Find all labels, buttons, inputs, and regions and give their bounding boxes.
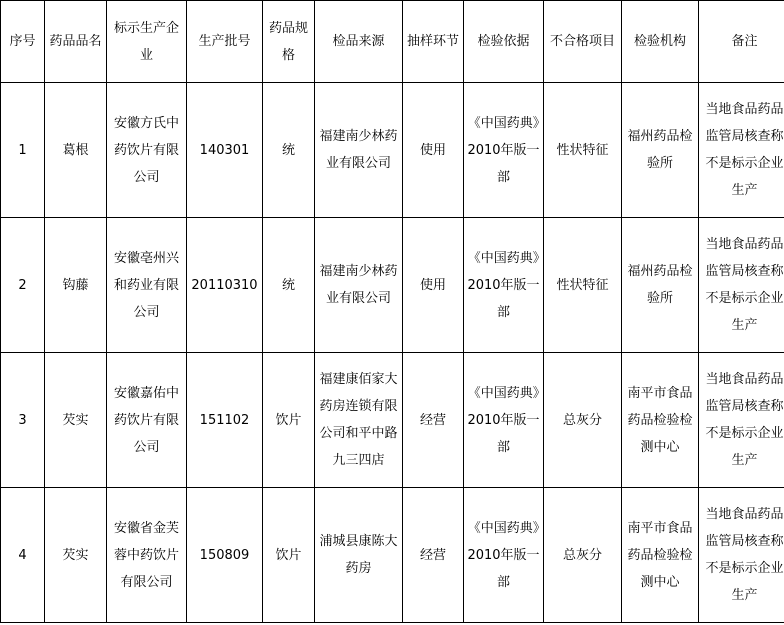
cell-serial: 1	[1, 83, 45, 218]
cell-basis: 《中国药典》2010年版一部	[464, 353, 544, 488]
table-row	[1, 83, 784, 218]
cell-institution: 南平市食品药品检验检测中心	[622, 488, 699, 623]
cell-source: 福建康佰家大药房连锁有限公司和平中路九三四店	[315, 353, 403, 488]
cell-serial: 4	[1, 488, 45, 623]
cell-institution: 福州药品检验所	[622, 83, 699, 218]
cell-spec: 饮片	[263, 353, 315, 488]
cell-spec: 统	[263, 83, 315, 218]
header-cell-serial: 序号	[1, 1, 45, 83]
cell-serial: 2	[1, 218, 45, 353]
cell-manufacturer: 安徽省金芙蓉中药饮片有限公司	[107, 488, 187, 623]
cell-remarks: 当地食品药品监管局核查称不是标示企业生产	[699, 353, 784, 488]
header-row	[1, 1, 784, 83]
cell-spec: 饮片	[263, 488, 315, 623]
cell-drug-name: 芡实	[45, 353, 107, 488]
cell-institution: 南平市食品药品检验检测中心	[622, 353, 699, 488]
cell-manufacturer: 安徽亳州兴和药业有限公司	[107, 218, 187, 353]
header-cell-spec: 药品规格	[263, 1, 315, 83]
cell-sampling-stage: 使用	[403, 83, 464, 218]
cell-sampling-stage: 经营	[403, 353, 464, 488]
cell-basis: 《中国药典》2010年版一部	[464, 488, 544, 623]
header-cell-remarks: 备注	[699, 1, 784, 83]
header-cell-source: 检品来源	[315, 1, 403, 83]
cell-drug-name: 钩藤	[45, 218, 107, 353]
table-row	[1, 218, 784, 353]
table-row	[1, 488, 784, 623]
header-cell-drug-name: 药品品名	[45, 1, 107, 83]
cell-basis: 《中国药典》2010年版一部	[464, 83, 544, 218]
header-cell-basis: 检验依据	[464, 1, 544, 83]
cell-sampling-stage: 经营	[403, 488, 464, 623]
cell-remarks: 当地食品药品监管局核查称不是标示企业生产	[699, 83, 784, 218]
header-cell-sampling-stage: 抽样环节	[403, 1, 464, 83]
header-cell-institution: 检验机构	[622, 1, 699, 83]
cell-drug-name: 芡实	[45, 488, 107, 623]
cell-failed-item: 性状特征	[544, 83, 622, 218]
cell-failed-item: 总灰分	[544, 488, 622, 623]
cell-remarks: 当地食品药品监管局核查称不是标示企业生产	[699, 488, 784, 623]
cell-drug-name: 葛根	[45, 83, 107, 218]
cell-source: 福建南少林药业有限公司	[315, 218, 403, 353]
header-cell-manufacturer: 标示生产企业	[107, 1, 187, 83]
header-cell-failed-item: 不合格项目	[544, 1, 622, 83]
cell-sampling-stage: 使用	[403, 218, 464, 353]
cell-remarks: 当地食品药品监管局核查称不是标示企业生产	[699, 218, 784, 353]
cell-failed-item: 性状特征	[544, 218, 622, 353]
cell-institution: 福州药品检验所	[622, 218, 699, 353]
cell-batch: 20110310	[187, 218, 263, 353]
cell-source: 福建南少林药业有限公司	[315, 83, 403, 218]
cell-batch: 151102	[187, 353, 263, 488]
cell-basis: 《中国药典》2010年版一部	[464, 218, 544, 353]
cell-serial: 3	[1, 353, 45, 488]
cell-spec: 统	[263, 218, 315, 353]
cell-batch: 140301	[187, 83, 263, 218]
cell-manufacturer: 安徽嘉佑中药饮片有限公司	[107, 353, 187, 488]
cell-failed-item: 总灰分	[544, 353, 622, 488]
cell-manufacturer: 安徽方氏中药饮片有限公司	[107, 83, 187, 218]
table-row	[1, 353, 784, 488]
header-cell-batch: 生产批号	[187, 1, 263, 83]
cell-source: 浦城县康陈大药房	[315, 488, 403, 623]
cell-batch: 150809	[187, 488, 263, 623]
